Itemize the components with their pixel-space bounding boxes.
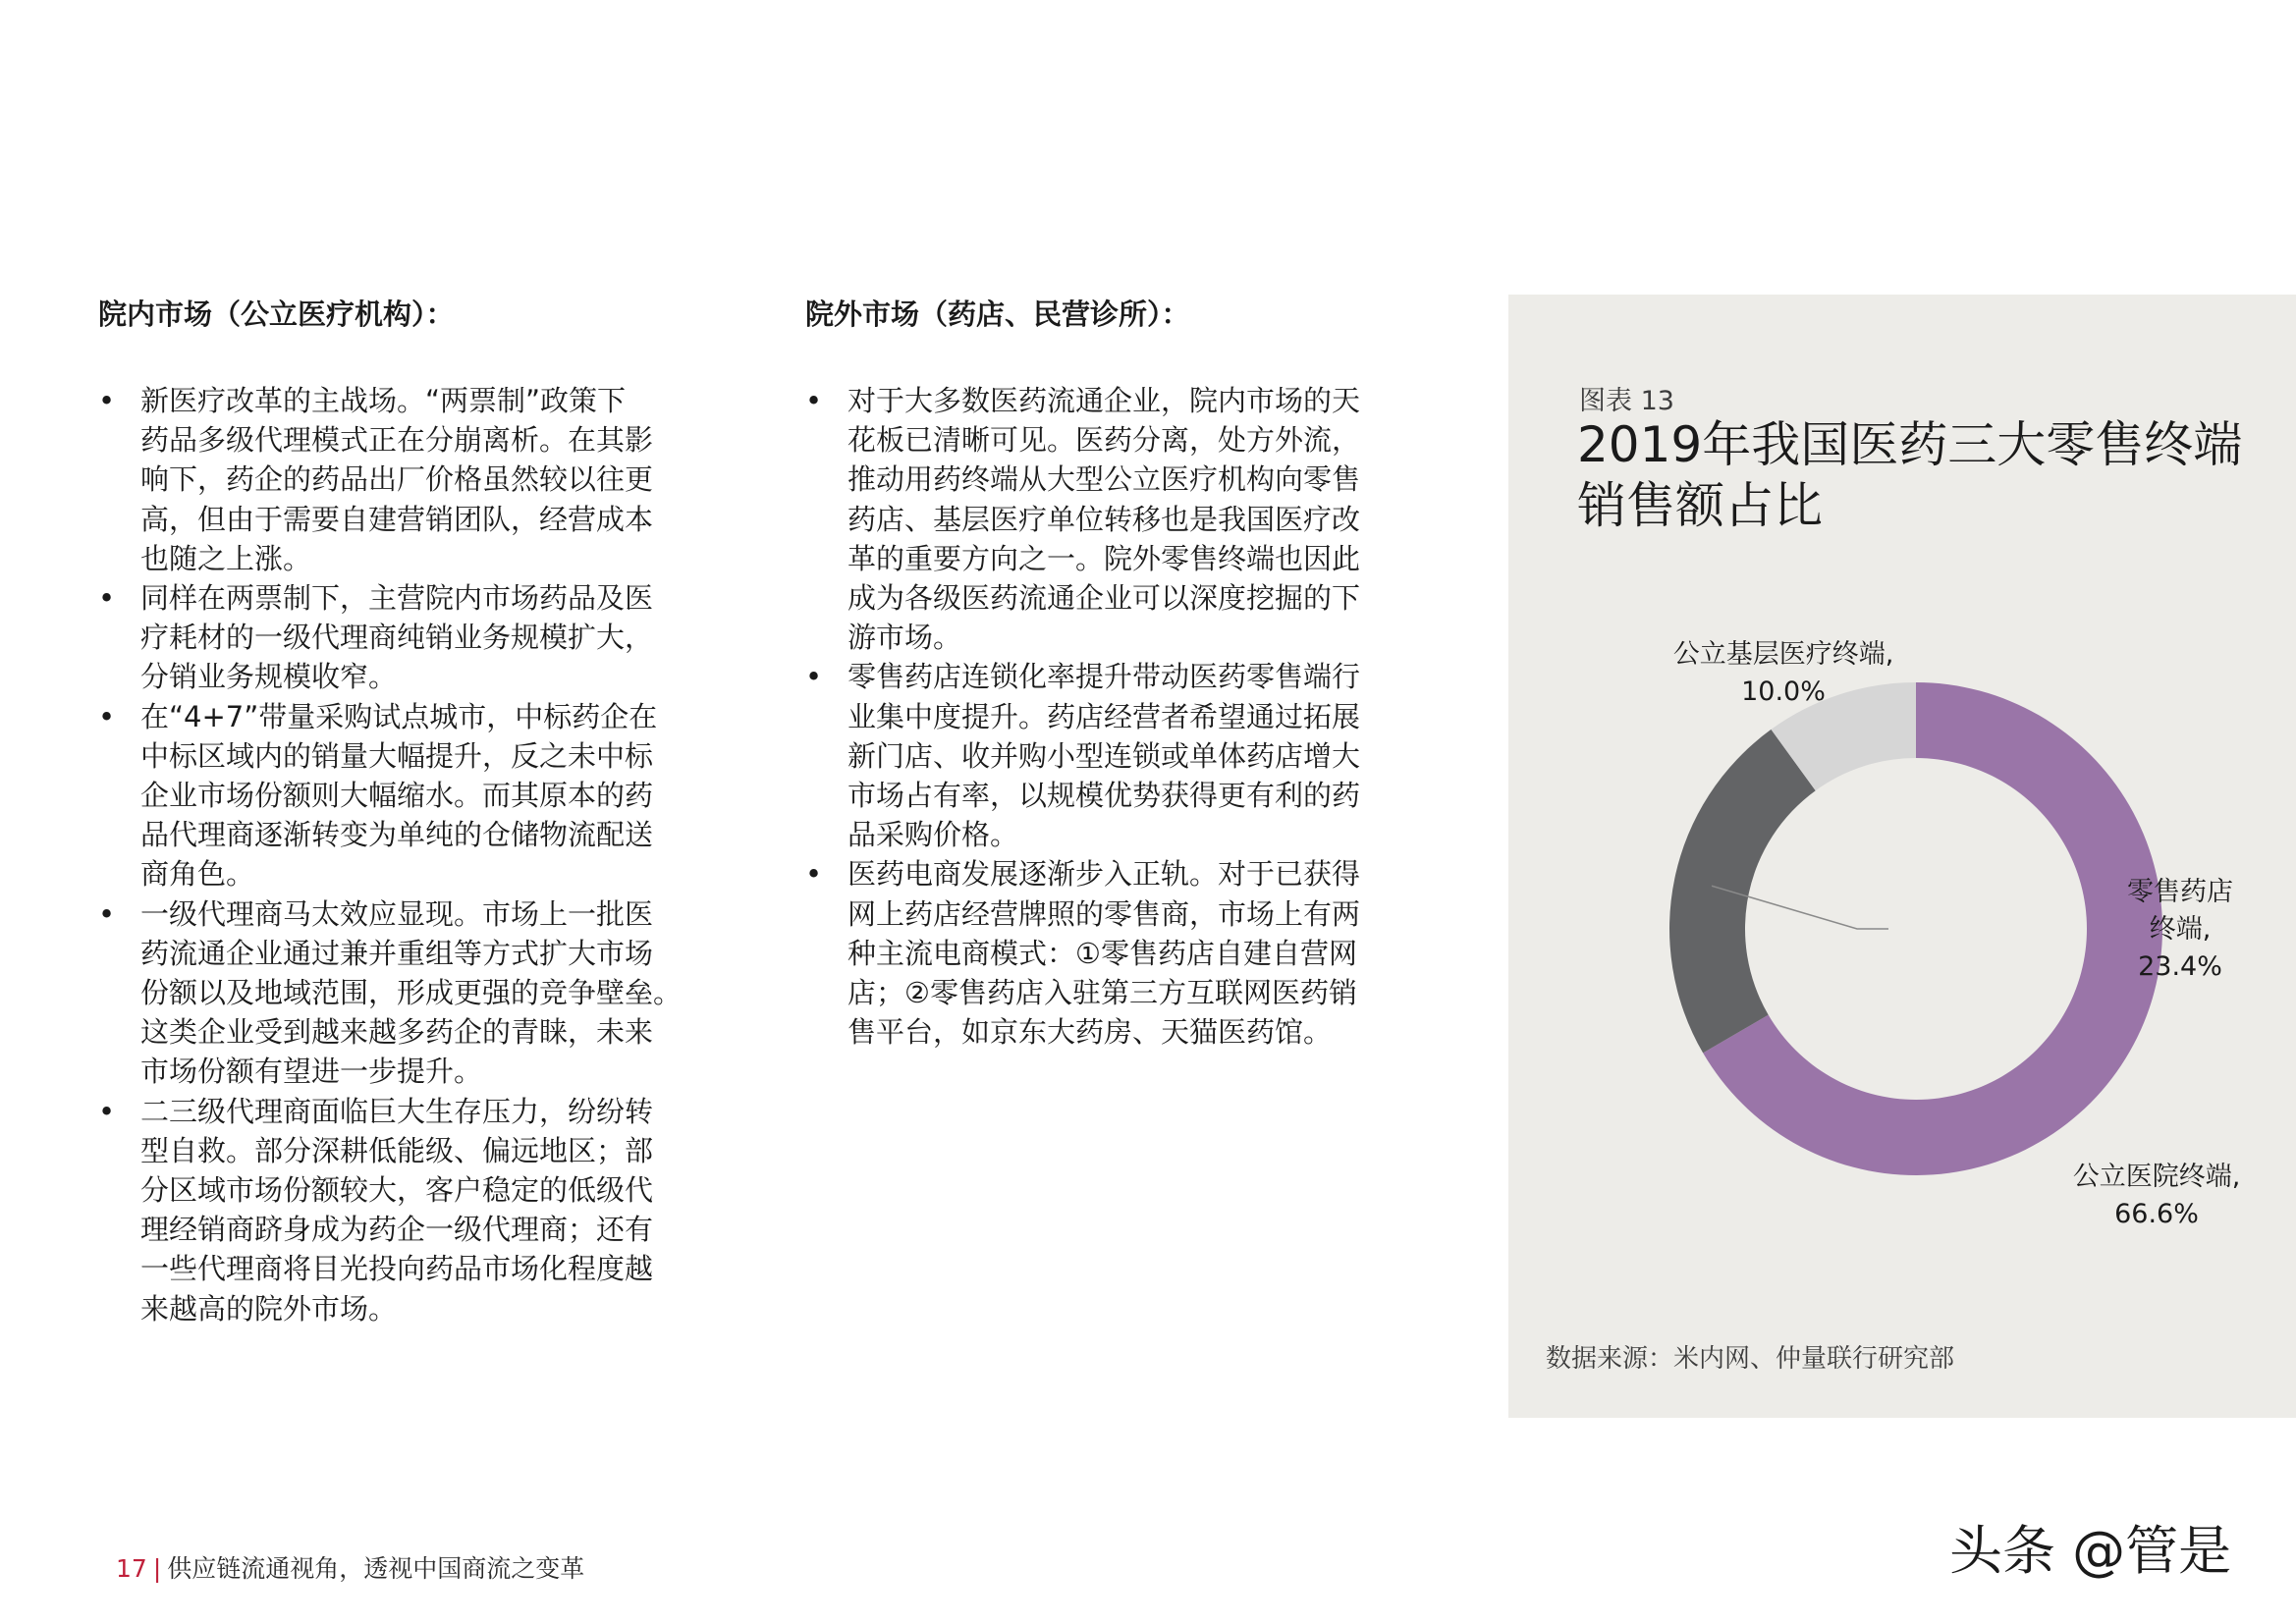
bullet-line: 网上药店经营牌照的零售商，市场上有两: [847, 896, 1361, 931]
bullet-item: [98, 697, 717, 894]
bullet-line: 在“4+7”带量采购试点城市，中标药企在: [140, 699, 658, 733]
bullet-item: [98, 894, 717, 1092]
bullet-line: 店；②零售药店入驻第三方互联网医药销: [847, 976, 1357, 1010]
slice-label-name: 终端,: [2149, 914, 2212, 945]
slice-label-value: 10.0%: [1741, 677, 1826, 707]
bullet-line: 药品多级代理模式正在分崩离析。在其影: [140, 423, 654, 458]
section-heading: 院外市场（药店、民营诊所）：: [805, 298, 1190, 331]
bullet-line: 对于大多数医药流通企业，院内市场的天: [847, 384, 1361, 417]
slice-label-hospital: [2039, 1159, 2274, 1233]
bullet-line: 成为各级医药流通企业可以深度挖掘的下: [847, 581, 1361, 616]
bullet-line: 这类企业受到越来越多药企的青睐，未来: [140, 1015, 654, 1050]
section-heading: 院内市场（公立医疗机构）：: [98, 298, 455, 331]
footer-divider: |: [152, 1554, 162, 1583]
figure-label: 图表 13: [1579, 386, 1674, 416]
donut-chart: [1508, 295, 2296, 1418]
bullet-line: 商角色。: [140, 857, 255, 892]
bullet-dot: •: [98, 581, 116, 616]
bullet-line: 业集中度提升。药店经营者希望通过拓展: [847, 699, 1361, 733]
bullet-line: 分区域市场份额较大，客户稳定的低级代: [140, 1173, 654, 1208]
bullet-line: 中标区域内的销量大幅提升，反之未中标: [140, 738, 654, 773]
bullet-dot: •: [805, 660, 823, 694]
bullet-item: [98, 1092, 717, 1328]
bullet-dot: •: [805, 857, 823, 892]
bullet-line: 响下，药企的药品出厂价格虽然较以往更: [140, 462, 654, 497]
page-footer: [116, 1549, 584, 1585]
bullet-line: 二三级代理商面临巨大生存压力，纷纷转: [140, 1094, 654, 1128]
slice-label-pharmacy: [2092, 874, 2269, 986]
bullet-line: 同样在两票制下，主营院内市场药品及医: [140, 581, 654, 616]
watermark: 头条 @管是: [1949, 1520, 2232, 1582]
bullet-line: 理经销商跻身成为药企一级代理商；还有: [140, 1213, 654, 1247]
bullet-line: 药流通企业通过兼并重组等方式扩大市场: [140, 936, 654, 970]
bullet-line: 市场份额有望进一步提升。: [140, 1055, 483, 1089]
bullet-list: [98, 381, 717, 1328]
bullet-item: [805, 381, 1419, 657]
page-number: 17: [116, 1554, 147, 1583]
bullet-item: [805, 657, 1419, 854]
bullet-line: 品采购价格。: [847, 818, 1019, 852]
slice-label-name: 零售药店: [2127, 877, 2233, 907]
slice-label-name: 公立医院终端,: [2072, 1162, 2241, 1192]
bullet-line: 份额以及地域范围，形成更强的竞争壁垒。: [140, 976, 683, 1010]
bullet-dot: •: [98, 1094, 116, 1128]
bullet-dot: •: [98, 896, 116, 931]
bullet-line: 推动用药终端从大型公立医疗机构向零售: [847, 462, 1361, 497]
bullet-line: 疗耗材的一级代理商纯销业务规模扩大，: [140, 621, 654, 655]
bullet-line: 品代理商逐渐转变为单纯的仓储物流配送: [140, 818, 654, 852]
left-column: [98, 295, 717, 1328]
bullet-line: 药店、基层医疗单位转移也是我国医疗改: [847, 502, 1361, 536]
bullet-line: 新门店、收并购小型连锁或单体药店增大: [847, 738, 1361, 773]
bullet-line: 型自救。部分深耕低能级、偏远地区；部: [140, 1133, 654, 1167]
bullet-list: [805, 381, 1419, 1052]
bullet-line: 分销业务规模收窄。: [140, 660, 398, 694]
bullet-item: [805, 854, 1419, 1052]
bullet-item: [98, 381, 717, 578]
middle-column: [805, 295, 1419, 1052]
bullet-line: 企业市场份额则大幅缩水。而其原本的药: [140, 779, 654, 813]
slice-label-value: 23.4%: [2138, 951, 2222, 982]
donut-slice: [1669, 730, 1816, 1053]
bullet-line: 售平台，如京东大药房、天猫医药馆。: [847, 1015, 1333, 1050]
bullet-line: 一级代理商马太效应显现。市场上一批医: [140, 896, 654, 931]
bullet-dot: •: [98, 699, 116, 733]
data-source: 数据来源：米内网、仲量联行研究部: [1546, 1344, 1955, 1374]
bullet-item: [98, 578, 717, 697]
bullet-line: 新医疗改革的主战场。“两票制”政策下: [140, 384, 627, 417]
bullet-line: 游市场。: [847, 621, 962, 655]
bullet-line: 花板已清晰可见。医药分离，处方外流，: [847, 423, 1361, 458]
bullet-dot: •: [805, 384, 823, 417]
bullet-line: 革的重要方向之一。院外零售终端也因此: [847, 541, 1361, 575]
slice-label-value: 66.6%: [2114, 1199, 2199, 1229]
bullet-line: 也随之上涨。: [140, 541, 312, 575]
bullet-line: 种主流电商模式：①零售药店自建自营网: [847, 936, 1357, 970]
slice-label-name: 公立基层医疗终端,: [1672, 639, 1894, 670]
slice-label-primary: [1626, 636, 1941, 711]
bullet-line: 医药电商发展逐渐步入正轨。对于已获得: [847, 857, 1361, 892]
bullet-line: 高，但由于需要自建营销团队，经营成本: [140, 502, 654, 536]
bullet-dot: •: [98, 384, 116, 417]
bullet-line: 来越高的院外市场。: [140, 1291, 398, 1326]
figure-title-line: 2019年我国医药三大零售终端: [1577, 416, 2243, 473]
bullet-line: 一些代理商将目光投向药品市场化程度越: [140, 1252, 654, 1286]
bullet-line: 零售药店连锁化率提升带动医药零售端行: [847, 660, 1361, 694]
figure-panel: [1508, 295, 2296, 1418]
footer-title: 供应链流通视角，透视中国商流之变革: [167, 1554, 585, 1583]
bullet-line: 市场占有率，以规模优势获得更有利的药: [847, 779, 1361, 813]
figure-title-line: 销售额占比: [1577, 477, 1823, 534]
